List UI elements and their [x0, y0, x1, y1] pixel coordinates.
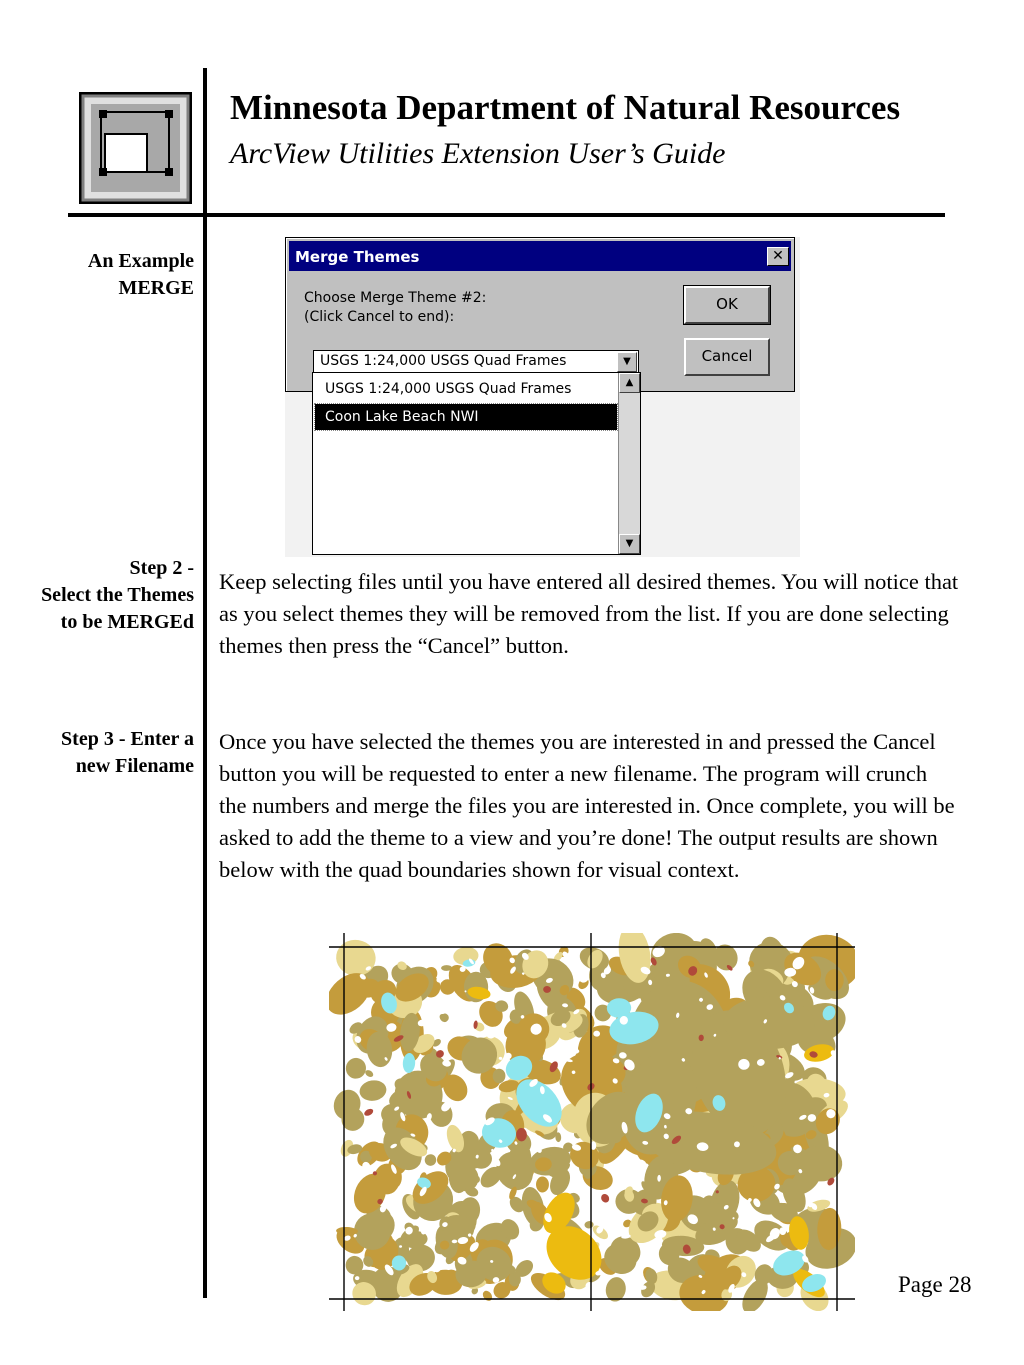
dialog-titlebar: [289, 241, 791, 271]
ok-button[interactable]: OK: [684, 286, 770, 324]
page-number: Page 28: [898, 1272, 972, 1297]
chevron-down-icon[interactable]: ▼: [617, 352, 637, 372]
side-label-step-3: Step 3 - Enter a new Filename: [61, 728, 194, 777]
scroll-up-icon[interactable]: ▲: [619, 373, 640, 393]
page-subtitle: ArcView Utilities Extension User’s Guide: [230, 137, 726, 170]
list-item[interactable]: USGS 1:24,000 USGS Quad Frames: [325, 381, 572, 397]
side-label-example-merge: An Example MERGE: [87, 250, 194, 299]
step-2-text: Keep selecting files until you have entered all desired themes. You will notice that as you select themes they will be removed from the list. If you are done selecting themes then press the “Cancel” button.: [219, 569, 959, 658]
side-label-step-2: Step 2 - Select the Themes to be MERGEd: [41, 557, 194, 633]
vertical-rule: [203, 68, 207, 1298]
theme-select[interactable]: [313, 350, 639, 374]
close-icon[interactable]: ✕: [767, 247, 789, 266]
theme-select-value: USGS 1:24,000 USGS Quad Frames: [320, 353, 567, 369]
header-rule: [68, 213, 945, 217]
scroll-down-icon[interactable]: ▼: [619, 534, 640, 554]
page-title: Minnesota Department of Natural Resources: [230, 88, 901, 127]
merged-wetlands-map: [329, 933, 855, 1311]
merge-themes-dialog: [285, 237, 795, 392]
map-graphic: [329, 933, 855, 1311]
cancel-button[interactable]: Cancel: [684, 338, 770, 376]
step-3-text: Once you have selected the themes you are interested in and pressed the Cancel button you will be requested to enter a new filename. The program will crunch the numbers and merge the files you are interested in. Once complete, you will be asked to add the theme to a view and you’re done! The output results are shown below with the quad boundaries shown for visual context.: [219, 729, 955, 882]
theme-dropdown-list[interactable]: [312, 372, 641, 555]
merge-themes-screenshot: [285, 237, 800, 557]
dialog-prompt-line-1: Choose Merge Theme #2:: [304, 290, 487, 306]
dnr-logo-icon: [79, 92, 192, 204]
dialog-title: Merge Themes: [295, 248, 420, 266]
dialog-prompt-line-2: (Click Cancel to end):: [304, 309, 455, 325]
list-item-highlighted[interactable]: Coon Lake Beach NWI: [315, 404, 617, 430]
dropdown-scrollbar[interactable]: [618, 373, 640, 554]
